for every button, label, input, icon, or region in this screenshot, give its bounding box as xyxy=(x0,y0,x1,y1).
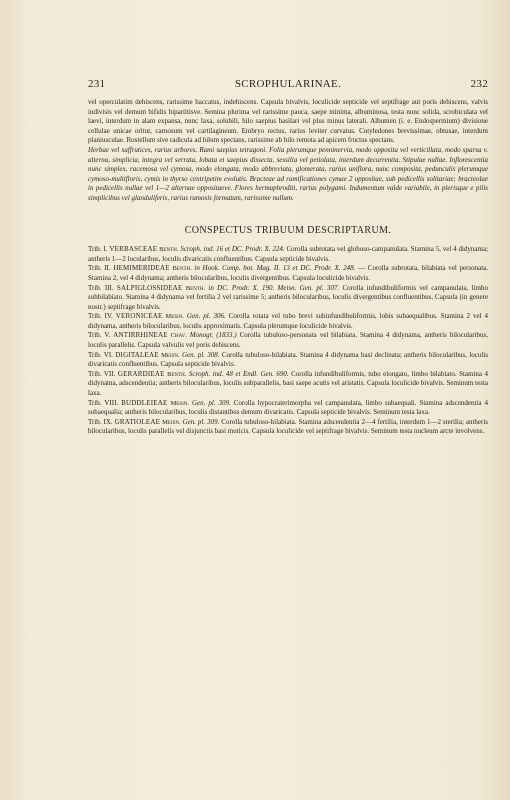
tribe-author: Benth. xyxy=(172,265,192,273)
tribe-entry xyxy=(88,418,488,437)
tribe-author: Meisn. xyxy=(165,313,184,321)
tribe-label: Trib. IV. xyxy=(88,312,113,321)
tribe-entry xyxy=(88,331,488,350)
tribe-name: VERONICEAE xyxy=(115,312,163,321)
tribe-author: Meisn. xyxy=(161,351,180,359)
tribe-label: Trib. V. xyxy=(88,331,111,340)
tribe-entry xyxy=(88,370,488,399)
tribe-text: Corolla tubuloso-bilabiata. Stamina adscendentia 2—4 fertilia, interdum 1—2 sterilia; antheris bilocularibus, loculis parallelis vel disjunctis basi muticis. Capsula loculicide vel septifrage bivalvis. Seminum testa nucleum arcte involvens. xyxy=(88,417,489,436)
tribe-text: — Corolla subrotata, bilabiata vel personata. Stamina 2, vel 4 didynama; antheris bilocularibus, loculis divergentibus. Capsula loculicide bivalvis. xyxy=(88,264,489,282)
page-number-right: 232 xyxy=(470,78,488,90)
tribe-reference: Gen. pl. 309. xyxy=(182,417,220,426)
tribe-label: Trib. VII. xyxy=(88,369,116,378)
tribe-label: Trib. IX. xyxy=(88,417,113,426)
tribe-name: VERBASCEAE xyxy=(109,245,158,254)
tribe-author: Benth. xyxy=(159,246,179,254)
tribe-author: Benth. xyxy=(185,284,206,292)
intro-paragraph: vel operculatim dehiscens, rarissime baccatus, indehiscens. Capsula bivalvis, loculicide septicide vel septifrage aut poris dehiscens, valvis indivisis vel demum bifidis bipartitisve. Semina plurima vel rarissime pauca, saepe minima, albuminosa, testa nunc solida, scrobiculata vel laevi, interdum in alam expansa, nunc laxa, solubili, hilo saepius basilari vel plus minus laterali. Albumen (i. e. Endospermium) divisione cellulae unicae oritur, carnosum vel cartilagineum. Embryo rectus, rarius leviter curvatus. Cotyledones brevissimae, obtusae, interdum planiusculae. Rostellum sive radicula ad hilum spectans, rarissime ab hilo remota ad apicem fructus spectans. xyxy=(88,98,488,145)
tribe-entry xyxy=(88,351,488,370)
tribe-reference: Gen. pl. 306. xyxy=(186,312,226,321)
tribe-list xyxy=(88,245,488,437)
tribe-reference: Monogr. (1833.) xyxy=(189,331,237,340)
description-paragraph: Herbae vel suffrutices, rarius arbores. Rami saepius tetragoni. Folia plerumque penninervia, modo opposita vel verticillata, modo sparsa v. alterna, simplicia, integra vel serrata, lobata et saepius dissecta, sessilia vel petiolata, interdum decurrentia. Stipulae nullae. Inflorescentia nunc simplex, racemosa vel cymosa, modo elongata, modo abbreviata, glomerata, rarius uniflora, nunc composita, pedunculis plerumque cymoso-multifloris, cymis in thyrso centripetim evolutis. Bracteae ad ramificationes cymae 2 oppositae, sub pedicellis solitariae; bracteolae in pedicellis nullae vel 1—2 alternae oppositaeve. Flores hermaphroditi, rarius polygami. Indumentum valde variabile, in plerisque e pilis simplicibus vel glanduliferis, rarius ramosis formatum, rarissime nullum. xyxy=(88,145,488,202)
tribe-reference: Scroph. ind. 48 et Endl. Gen. 690. xyxy=(188,369,289,378)
tribe-text: Corolla rotata vel tubo brevi subinfundibuliformis, lobis subaequalibus. Stamina 2 vel 4 didynama, antheris bilocularibus, loculis approximatis. Capsula plerumque loculicide bivalvis. xyxy=(88,312,489,330)
tribe-name: SALPIGLOSSIDEAE xyxy=(116,283,183,292)
tribe-name: DIGITALEAE xyxy=(115,350,159,359)
tribe-reference: Scroph. ind. 16 et DC. Prodr. X. 224. xyxy=(180,245,285,254)
running-header xyxy=(88,78,488,90)
tribe-label: Trib. I. xyxy=(88,245,108,254)
tribe-author: Meisn. xyxy=(162,418,181,426)
tribe-text: Corolla tubuloso-personata vel bilabiata. Stamina 4 didynama, antheris bilocularibus, loculis parallelis. Capsula valvulis vel poris dehiscens. xyxy=(88,331,489,350)
page-number-left: 231 xyxy=(88,78,106,90)
tribe-name: ANTIRRHINEAE xyxy=(113,331,168,340)
section-heading: CONSPECTUS TRIBUUM DESCRIPTARUM. xyxy=(184,224,392,236)
tribe-entry xyxy=(88,399,488,418)
tribe-reference: Gen. pl. 309. xyxy=(191,398,231,407)
tribe-name: HEMIMERIDEAE xyxy=(113,264,170,273)
tribe-text: Corolla infundibuliformis, tubo elongato, limbo bilabiato. Stamina 4 didynama, adscendentia; antheris bilocularibus, loculis subparallelis, basi saepe acutis vel aristatis. Capsula loculicide bivalvis. Seminum testa laxa. xyxy=(88,369,489,398)
tribe-text: Corolla subrotata vel globoso-campanulata. Stamina 5, vel 4 didynama; antheris 1—2 locularibus, loculis divaricatis confluentibus. Capsula septicide bivalvis. xyxy=(88,245,489,263)
tribe-author: Meisn. xyxy=(170,399,189,407)
tribe-label: Trib. VI. xyxy=(88,350,113,359)
page-body xyxy=(88,98,488,437)
tribe-name: BUDDLEIEAE xyxy=(121,398,168,407)
tribe-reference: in Hook. Comp. bot. Mag. II. 13 et DC. Prodr. X. 248. xyxy=(194,264,356,273)
tribe-reference: in DC. Prodr. X. 190. Meisn. Gen. pl. 307. xyxy=(208,283,340,292)
page-title: SCROPHULARINAE. xyxy=(234,78,342,90)
tribe-entry xyxy=(88,245,488,264)
tribe-label: Trib. II. xyxy=(88,264,111,273)
tribe-author: Benth. xyxy=(167,370,187,378)
tribe-name: GRATIOLEAE xyxy=(114,417,161,426)
tribe-label: Trib. III. xyxy=(88,283,114,292)
tribe-text: Corolla hypocraterimorpha vel campanulata, limbo subaequali. Stamina adscendentia 4 subaequalia; antheris bilocularibus, loculis distantibus demum divaricatis. Capsula septicide bivalvis. Seminum testa laxa. xyxy=(88,398,488,417)
tribe-entry xyxy=(88,312,488,331)
tribe-author: Chav. xyxy=(170,332,187,340)
tribe-text: Corolla infundibuliformis vel campanulata, limbo subbilabiato. Stamina 4 didynama vel fertilia 2 vel rarissime 5; antheris bilocularibus, loculis divergentibus confluentibus. Capsula (in genere nostr.) septifrage bivalvis. xyxy=(88,283,489,311)
tribe-label: Trib. VIII. xyxy=(88,398,119,407)
tribe-entry xyxy=(88,264,488,283)
tribe-text: Corolla tubuloso-bilabiata. Stamina 4 didynama basi declinata; antheris bilocularibus, loculis divaricatis confluentibus. Capsula septicide bivalvis. xyxy=(88,350,489,369)
tribe-name: GERARDIEAE xyxy=(117,369,165,378)
tribe-entry xyxy=(88,284,488,313)
tribe-reference: Gen. pl. 308. xyxy=(181,350,220,359)
